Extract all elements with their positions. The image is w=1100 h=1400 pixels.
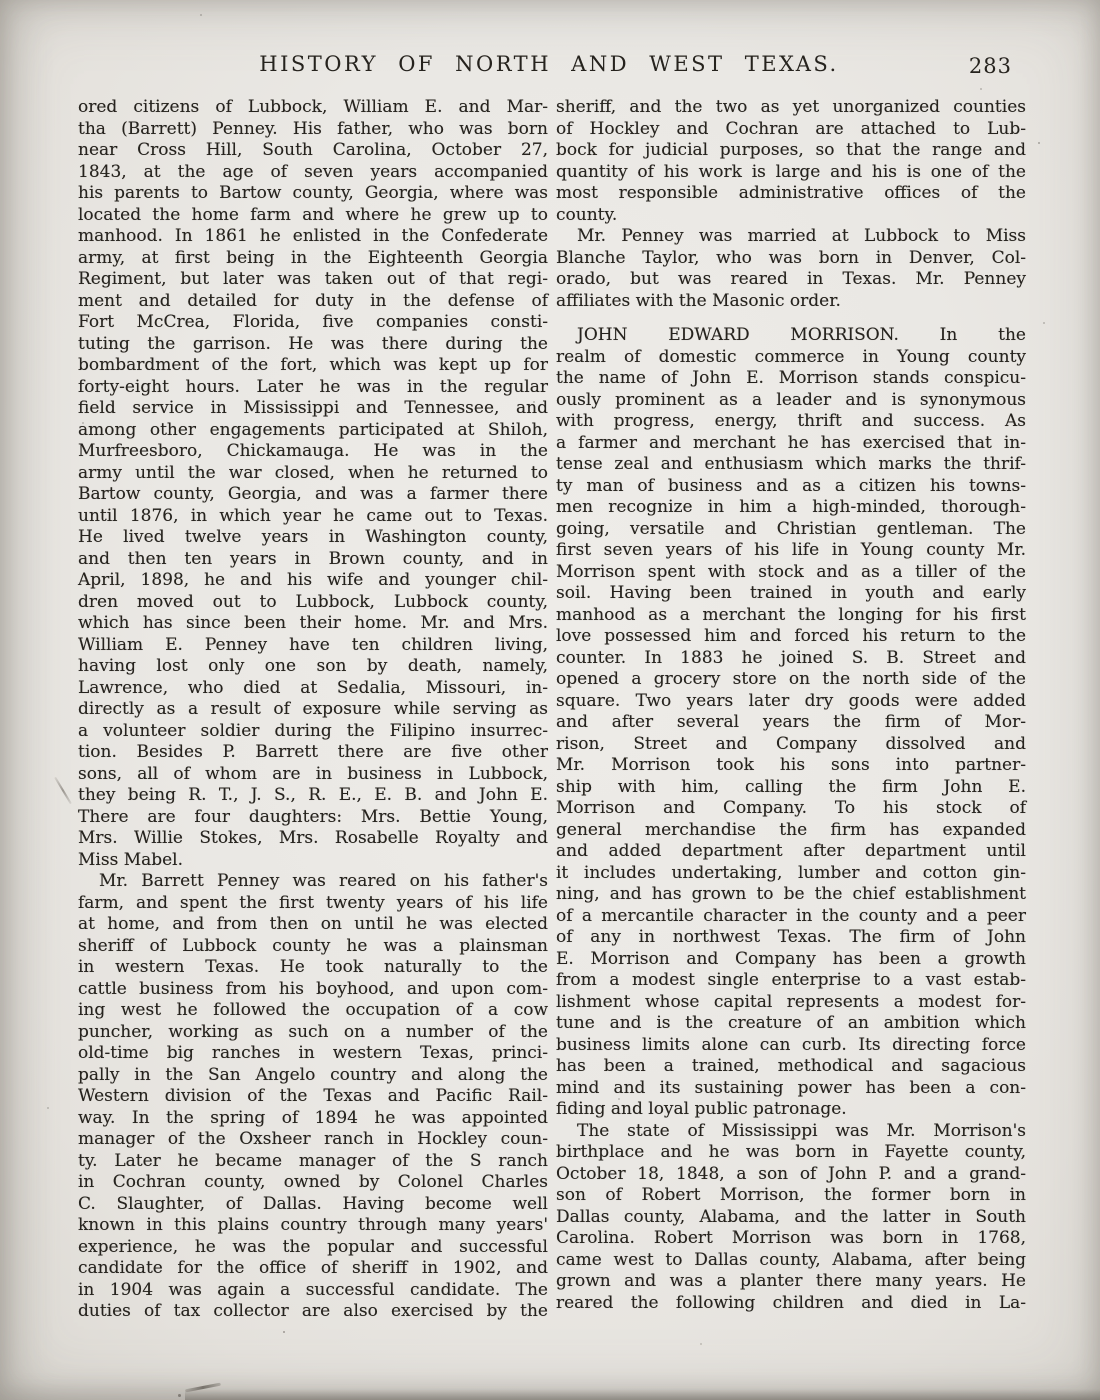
paragraph — [78, 97, 548, 871]
text-line: rison, Street and Company dissolved and — [556, 733, 1026, 754]
paragraph — [556, 226, 1026, 312]
text-line: realm of domestic commerce in Young county — [556, 346, 1026, 367]
text-line: Blanche Taylor, who was born in Denver, Col- — [556, 247, 1026, 268]
text-line: mind and its sustaining power has been a con- — [556, 1077, 1026, 1098]
text-line: experience, he was the popular and successful — [78, 1236, 548, 1257]
text-line: duties of tax collector are also exercised by the — [78, 1301, 548, 1321]
text-line: Western division of the Texas and Pacific Rail- — [78, 1086, 548, 1106]
paragraph — [556, 325, 1026, 1121]
text-line: affiliates with the Masonic order. — [556, 290, 841, 311]
text-body — [78, 97, 1026, 1323]
text-line: bombardment of the fort, which was kept up for — [78, 355, 548, 375]
text-line: from a modest single enterprise to a vast estab- — [556, 970, 1026, 990]
text-line: army, at first being in the Eighteenth Georgia — [78, 247, 548, 268]
text-line: sons, all of whom are in business in Lubbock, — [78, 763, 548, 784]
text-line: way. In the spring of 1894 he was appointed — [78, 1107, 548, 1128]
text-line: which has since been their home. Mr. and Mrs. — [78, 613, 548, 633]
text-line: until 1876, in which year he came out to Texas. — [78, 505, 548, 526]
text-line: manager of the Oxsheer ranch in Hockley coun- — [78, 1129, 548, 1149]
text-line: tha (Barrett) Penney. His father, who was born — [78, 118, 548, 139]
page-number: 283 — [968, 54, 1012, 78]
text-line: Mr. Morrison took his sons into partner- — [556, 755, 1026, 775]
text-line: at home, and from then on until he was elected — [78, 914, 548, 934]
text-line: farm, and spent the first twenty years of his life — [78, 892, 548, 913]
text-line: manhood as a merchant the longing for his first — [556, 604, 1026, 625]
text-line: love possessed him and forced his return to the — [556, 626, 1026, 646]
text-line: dren moved out to Lubbock, Lubbock county, — [78, 591, 548, 612]
text-line: ning, and has grown to be the chief establishment — [556, 884, 1026, 904]
text-line: a farmer and merchant he has exercised that in- — [556, 432, 1026, 453]
text-line: Fort McCrea, Florida, five companies consti- — [78, 312, 548, 332]
text-line: old-time big ranches in western Texas, princi- — [78, 1043, 548, 1063]
text-line: came west to Dallas county, Alabama, after being — [556, 1249, 1026, 1270]
text-line: ously prominent as a leader and is synonymous — [556, 389, 1026, 410]
text-line: tuting the garrison. He was there during the — [78, 333, 548, 354]
text-line: sheriff, and the two as yet unorganized counties — [556, 97, 1026, 117]
text-line: William E. Penney have ten children living, — [78, 634, 548, 655]
text-line: pally in the San Angelo country and along the — [78, 1064, 548, 1085]
text-line: Mr. Barrett Penney was reared on his father's — [99, 871, 548, 891]
text-line: business limits alone can curb. Its directing force — [556, 1034, 1026, 1055]
text-line: April, 1898, he and his wife and younger chil- — [78, 570, 548, 590]
text-line: in Cochran county, owned by Colonel Charles — [78, 1172, 548, 1192]
text-line: The state of Mississippi was Mr. Morrison's — [577, 1120, 1026, 1141]
text-line: Mrs. Willie Stokes, Mrs. Rosabelle Royalty and — [78, 828, 548, 848]
text-line: October 18, 1848, a son of John P. and a grand- — [556, 1163, 1026, 1184]
text-line: county. — [556, 204, 618, 225]
text-line: C. Slaughter, of Dallas. Having become well — [78, 1193, 548, 1214]
text-line: There are four daughters: Mrs. Bettie Young, — [78, 806, 548, 827]
text-line: ing west he followed the occupation of a cow — [78, 1000, 548, 1020]
text-line: counter. In 1883 he joined S. B. Street and — [556, 647, 1026, 668]
text-line: son of Robert Morrison, the former born in — [556, 1185, 1026, 1205]
text-line: army until the war closed, when he returned to — [78, 462, 548, 483]
text-line: tense zeal and enthusiasm which marks the thrif- — [556, 454, 1026, 474]
text-line: E. Morrison and Company has been a growth — [556, 948, 1026, 969]
text-line: fiding and loyal public patronage. — [556, 1099, 847, 1119]
text-line: located the home farm and where he grew up to — [78, 204, 548, 225]
scan-edge-shadow — [185, 1389, 1100, 1400]
text-line: of Hockley and Cochran are attached to Lub- — [556, 118, 1026, 139]
text-line: they being R. T., J. S., R. E., E. B. and John E. — [78, 785, 548, 805]
text-line: Morrison spent with stock and as a tiller of the — [556, 561, 1026, 582]
text-line: tune and is the creature of an ambition which — [556, 1013, 1026, 1033]
pencil-dot-bottom — [178, 1394, 181, 1397]
text-line: grown and was a planter there many years. He — [556, 1271, 1026, 1291]
text-line: in 1904 was again a successful candidate. The — [78, 1279, 548, 1300]
text-line: quantity of his work is large and his is one of the — [556, 161, 1026, 182]
text-line: Mr. Penney was married at Lubbock to Miss — [577, 226, 1026, 246]
text-line: sheriff of Lubbock county he was a plainsman — [78, 935, 548, 956]
text-line: ship with him, calling the firm John E. — [556, 776, 1026, 797]
text-line: Carolina. Robert Morrison was born in 1768, — [556, 1228, 1026, 1248]
text-line: soil. Having been trained in youth and early — [556, 583, 1026, 603]
text-line: square. Two years later dry goods were added — [556, 690, 1026, 711]
text-line: and after several years the firm of Mor- — [556, 712, 1026, 732]
text-line: bock for judicial purposes, so that the range and — [556, 140, 1026, 160]
text-line: his parents to Bartow county, Georgia, where was — [78, 183, 548, 203]
text-line: Bartow county, Georgia, and was a farmer there — [78, 484, 548, 504]
text-line: ment and detailed for duty in the defense of — [78, 290, 548, 311]
text-line: among other engagements participated at Shiloh, — [78, 419, 548, 440]
text-line: Miss Mabel. — [78, 849, 184, 870]
text-line: ty. Later he became manager of the S ranch — [78, 1150, 548, 1171]
text-line: Lawrence, who died at Sedalia, Missouri, in- — [78, 677, 548, 698]
text-line: field service in Mississippi and Tennessee, and — [78, 398, 548, 418]
text-line: and added department after department until — [556, 841, 1026, 861]
text-line: manhood. In 1861 he enlisted in the Confederate — [78, 226, 548, 246]
text-line: tion. Besides P. Barrett there are five other — [78, 742, 548, 762]
text-line: a volunteer soldier during the Filipino insurrec- — [78, 720, 548, 741]
text-line: candidate for the office of sheriff in 1902, and — [78, 1258, 548, 1278]
text-line: birthplace and he was born in Fayette county, — [556, 1142, 1026, 1162]
running-head — [78, 52, 1020, 80]
text-line: and then ten years in Brown county, and in — [78, 548, 548, 569]
text-line: opened a grocery store on the north side of the — [556, 669, 1026, 689]
text-line: ty man of business and as a citizen his towns- — [556, 475, 1026, 496]
text-line: of any in northwest Texas. The firm of John — [556, 927, 1026, 947]
text-line: in western Texas. He took naturally to the — [78, 957, 548, 977]
text-column-left — [78, 97, 548, 1323]
running-head-title: HISTORY OF NORTH AND WEST TEXAS. — [259, 52, 839, 76]
text-line: general merchandise the firm has expanded — [556, 819, 1026, 840]
text-line: men recognize in him a high-minded, thorough- — [556, 497, 1026, 517]
text-line: Morrison and Company. To his stock of — [556, 798, 1026, 818]
text-line: He lived twelve years in Washington county, — [78, 527, 548, 547]
text-line: Murfreesboro, Chickamauga. He was in the — [78, 441, 548, 461]
text-line: Regiment, but later was taken out of that regi- — [78, 269, 548, 289]
text-line: reared the following children and died in La- — [556, 1292, 1026, 1313]
text-line: near Cross Hill, South Carolina, October 27, — [78, 140, 548, 160]
text-line: lishment whose capital represents a modest for- — [556, 991, 1026, 1012]
text-line: orado, but was reared in Texas. Mr. Penney — [556, 269, 1026, 289]
text-line: first seven years of his life in Young county Mr. — [556, 540, 1026, 560]
text-line: cattle business from his boyhood, and upon com- — [78, 978, 548, 999]
text-line: puncher, working as such on a number of the — [78, 1021, 548, 1042]
text-line: JOHN EDWARD MORRISON. In the — [577, 325, 1026, 345]
text-line: forty-eight hours. Later he was in the regular — [78, 376, 548, 397]
text-line: has been a trained, methodical and sagacious — [556, 1056, 1026, 1076]
text-line: ored citizens of Lubbock, William E. and Mar- — [78, 97, 548, 117]
paragraph — [556, 1121, 1026, 1315]
text-line: having lost only one son by death, namely, — [78, 656, 548, 676]
text-line: Dallas county, Alabama, and the latter in South — [556, 1206, 1026, 1227]
text-line: with progress, energy, thrift and success. As — [556, 411, 1026, 431]
text-line: known in this plains country through many years' — [78, 1215, 548, 1235]
paragraph — [556, 97, 1026, 226]
text-line: it includes undertaking, lumber and cotton gin- — [556, 862, 1026, 883]
text-line: directly as a result of exposure while serving as — [78, 699, 548, 719]
text-line: going, versatile and Christian gentleman. The — [556, 518, 1026, 539]
text-line: of a mercantile character in the county and a peer — [556, 905, 1026, 926]
text-line: 1843, at the age of seven years accompanied — [78, 161, 548, 182]
paragraph — [78, 871, 548, 1323]
text-line: most responsible administrative offices of the — [556, 183, 1026, 203]
text-line: the name of John E. Morrison stands conspicu- — [556, 368, 1026, 388]
text-column-right — [556, 97, 1026, 1323]
pencil-mark-margin — [54, 777, 72, 805]
